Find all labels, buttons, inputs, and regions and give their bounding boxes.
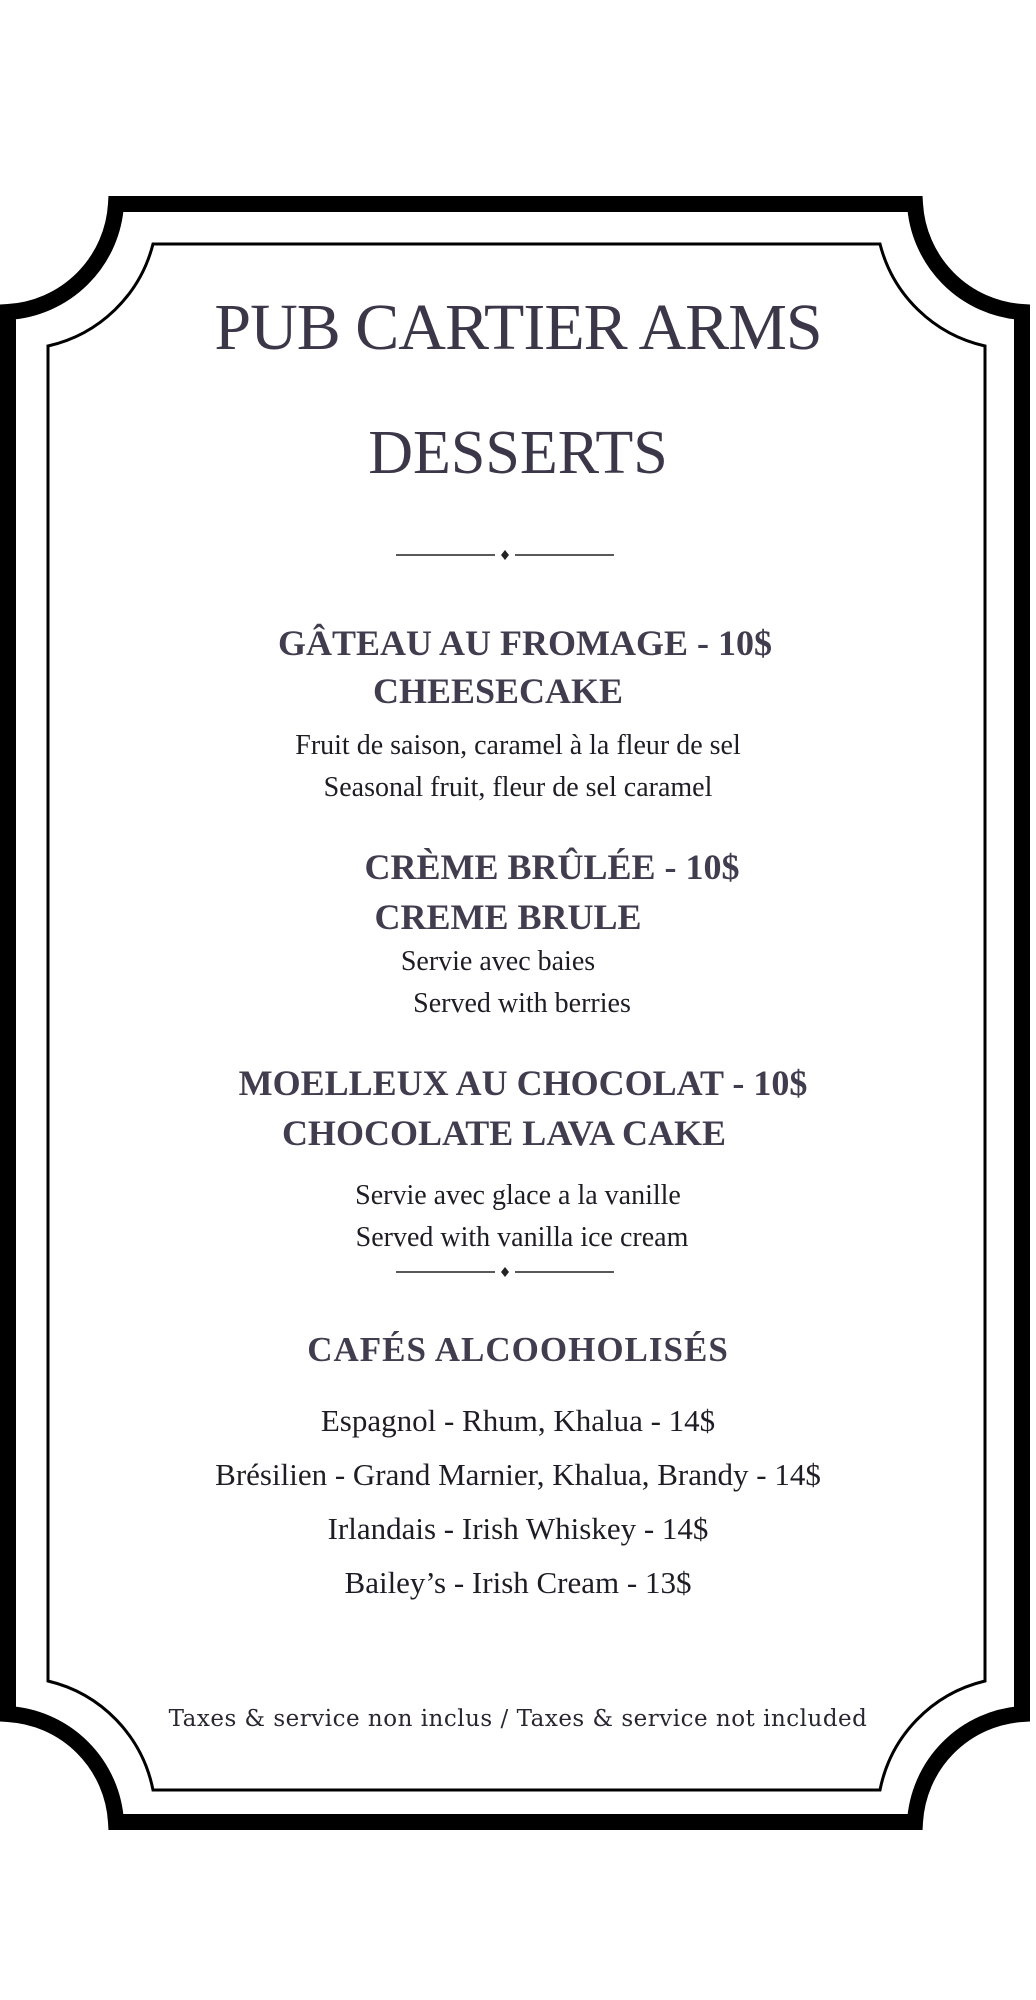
dessert-title-lava-cake-fr: MOELLEUX AU CHOCOLAT - 10$: [238, 1063, 808, 1103]
dessert-title-creme-brulee-fr: CRÈME BRÛLÉE - 10$: [364, 847, 740, 887]
taxes-note: Taxes & service non inclus / Taxes & service not included: [168, 1706, 868, 1732]
dessert-desc-creme-brulee-en: Served with berries: [413, 988, 631, 1019]
restaurant-name: PUB CARTIER ARMS: [214, 291, 822, 364]
dessert-desc-cheesecake-en: Seasonal fruit, fleur de sel caramel: [323, 772, 713, 803]
dessert-desc-creme-brulee-fr: Servie avec baies: [400, 946, 596, 977]
section-title-coffees: CAFÉS ALCOOHOLISÉS: [307, 1330, 729, 1369]
coffee-item-espagnol: Espagnol - Rhum, Khalua - 14$: [320, 1403, 716, 1438]
dessert-title-cheesecake-fr: GÂTEAU AU FROMAGE - 10$: [278, 623, 772, 663]
dessert-title-cheesecake-en: CHEESECAKE: [372, 671, 624, 711]
dessert-title-creme-brulee-en: CREME BRULE: [374, 897, 642, 937]
dessert-title-lava-cake-en: CHOCOLATE LAVA CAKE: [281, 1113, 727, 1153]
dessert-desc-lava-cake-fr: Servie avec glace a la vanille: [355, 1180, 681, 1211]
ornamental-divider-icon: [0, 1262, 1036, 1282]
dessert-desc-lava-cake-en: Served with vanilla ice cream: [355, 1222, 689, 1253]
coffee-item-baileys: Bailey’s - Irish Cream - 13$: [344, 1565, 692, 1600]
section-title-desserts: DESSERTS: [368, 419, 668, 487]
coffee-item-irlandais: Irlandais - Irish Whiskey - 14$: [327, 1511, 709, 1546]
ornamental-divider-icon: [0, 545, 1036, 565]
coffee-item-bresilien: Brésilien - Grand Marnier, Khalua, Brandy - 14$: [215, 1457, 821, 1492]
dessert-desc-cheesecake-fr: Fruit de saison, caramel à la fleur de sel: [295, 730, 741, 761]
